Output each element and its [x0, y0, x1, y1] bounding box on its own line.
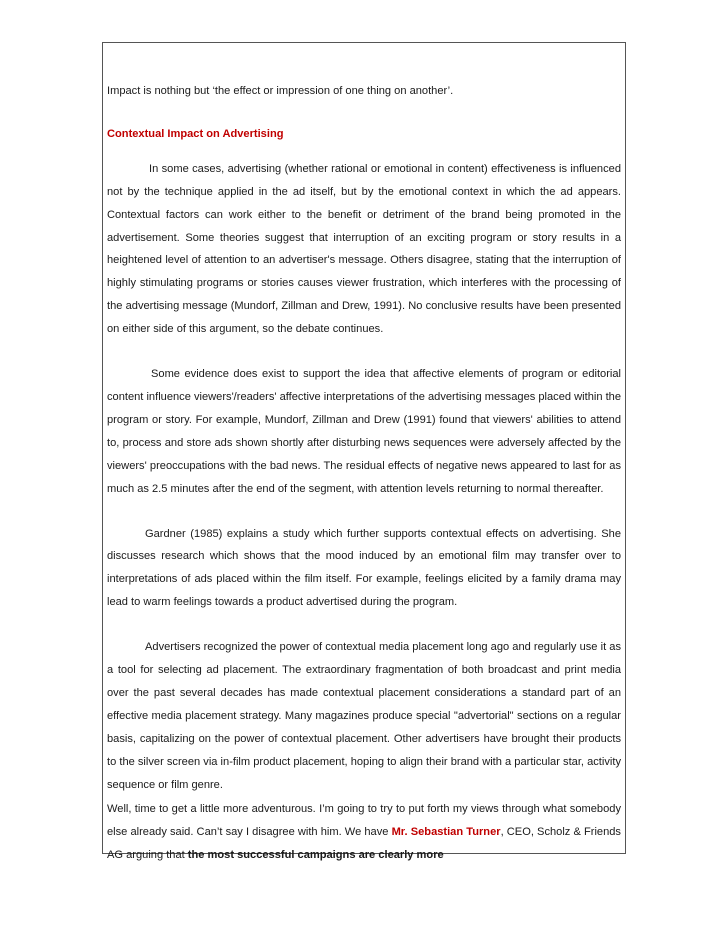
section-heading: Contextual Impact on Advertising: [107, 127, 284, 140]
paragraph-4: Advertisers recognized the power of contextual media placement long ago and regularly use it as a tool for selecting ad placement. The extraordinary fragmentation of both broadcast and print media over the past several decades has made contextual placement considerations a standard part of an effective media placement strategy. Many magazines produce special "advertorial" sections on a regular basis, capitalizing on the power of contextual placement. Other advertisers have brought their products to the silver screen via in-film product placement, hoping to align their brand with a particular star, activity sequence or film genre.: [107, 641, 621, 791]
intro-sentence: Impact is nothing but ‘the effect or impression of one thing on another’.: [107, 85, 454, 97]
quoted-claim: the most successful campaigns are clearly more: [187, 849, 444, 862]
speaker-name: Mr. Sebastian Turner: [391, 826, 501, 839]
paragraph-5-text-a: Well, time to get a little more adventurous. I’m going to try to put forth my views through what somebody else already said. Can’t say I disagree with him. We have: [107, 803, 621, 839]
paragraph-3: Gardner (1985) explains a study which further supports contextual effects on advertising. She discusses research which shows that the mood induced by an emotional film may transfer over to interpretations of ads placed within the film itself. For example, feelings elicited by a family drama may lead to warm feelings towards a product advertised during the program.: [107, 527, 621, 609]
paragraph-5: [107, 798, 621, 867]
document-body: [107, 80, 621, 867]
paragraph-2: Some evidence does exist to support the idea that affective elements of program or editorial content influence viewers'/readers' affective interpretations of the advertising messages placed within the program or story. For example, Mundorf, Zillman and Drew (1991) found that viewers' abilities to attend to, process and store ads shown shortly after disturbing news sequences were adversely affected by the viewers' preoccupations with the bad news. The residual effects of negative news appeared to last for as much as 2.5 minutes after the end of the segment, with attention levels returning to normal thereafter.: [107, 368, 622, 495]
paragraph-5-text-b: , CEO, Scholz & Friends AG arguing that: [107, 826, 621, 862]
paragraph-1: In some cases, advertising (whether rational or emotional in content) effectiveness is influenced not by the technique applied in the ad itself, but by the emotional context in which the ad appears. Contextual factors can work either to the benefit or detriment of the brand being promoted in the advertisement. Some theories suggest that interruption of an exciting program or story results in a heightened level of attention to an advertiser's message. Others disagree, stating that the interruption of highly stimulating programs or stories causes viewer frustration, which interferes with the processing of the advertising message (Mundorf, Zillman and Drew, 1991). No conclusive results have been presented on either side of this argument, so the debate continues.: [107, 162, 621, 336]
